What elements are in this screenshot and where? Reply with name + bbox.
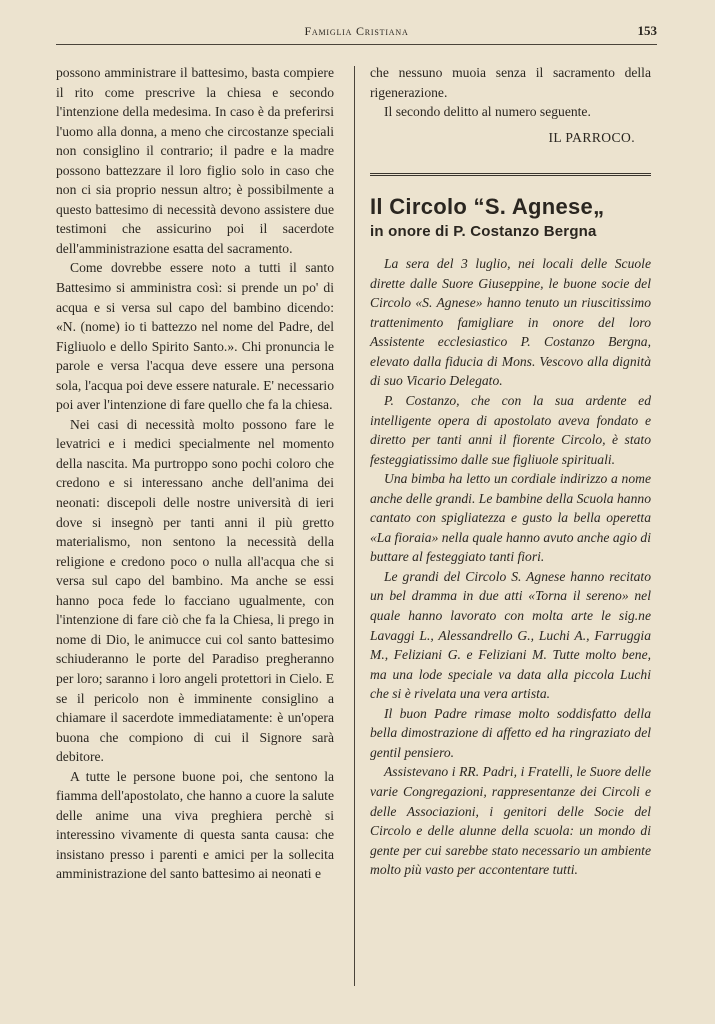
left-paragraph-4: A tutte le persone buone poi, che sentono la fiamma dell'apostolato, che hanno a cuore la salute delle anime una viva preghiera perchè si interessino vivamente di questa santa causa: che insistano presso i parenti e amici per la sollecita amministrazione del santo battesimo ai neonati e	[56, 768, 334, 882]
article-paragraph-6: Assistevano i RR. Padri, i Fratelli, le Suore delle varie Congregazioni, rappresentanze dei Circoli e delle Associazioni, i genitori delle Socie del Circolo e delle alunne della scuola: un mondo di gente per cui sarebbe stato necessario un ambiente molto più vasto per accontentare tutti.	[370, 764, 651, 878]
right-continuation: che nessuno muoia senza il sacramento della rigenerazione.	[370, 65, 651, 100]
left-paragraph-2: Come dovrebbe essere noto a tutti il santo Battesimo si amministra così: si prende un po' di acqua e si versa sul capo del bambino dicendo: «N. (nome) io ti battezzo nel nome del Padre, del Figliuolo e dello Spirito Santo.». Chi pronuncia le parole e versa l'acqua deve essere una persona sola, l'acqua poi deve essere naturale. E' necessario poi aver l'intenzione di fare quello che fa la chiesa.	[56, 260, 334, 413]
article-paragraph-4: Le grandi del Circolo S. Agnese hanno recitato un bel dramma in due atti «Torna il sereno» nel quale hanno lavorato con molta arte le sig.ne Lavaggi L., Alessandrello G., Luchi A., Farruggia M., Feliziani G. e Feliziani M. Tutte molto bene, ma una lode speciale va data alla piccola Luchi che si è rivelata una vera artista.	[370, 568, 651, 702]
article-title: Il Circolo “S. Agnese„	[370, 194, 605, 220]
article-paragraph-3: Una bimba ha letto un cordiale indirizzo a nome anche delle grandi. Le bambine della Scuola hanno cantato con spigliatezza e gusto la bella operetta «La fioraia» nella quale hanno avuto anche agio di buttare al festeggiato tanti fiori.	[370, 471, 651, 565]
article-subtitle: in onore di P. Costanzo Bergna	[370, 223, 597, 241]
running-header	[56, 20, 657, 45]
column-divider	[354, 66, 355, 986]
left-column	[56, 63, 334, 884]
left-paragraph-1: possono amministrare il battesimo, basta compiere il rito come prescrive la chiesa e secondo l'intenzione della medesima. In caso è da preferirsi l'uomo alla donna, a meno che circostanze speciali non consiglino il contrario; il padre e la madre possono battezzare il loro figlio solo in caso che non ci sia proprio nessun altro; è possibilmente a questo battesimo di necessità devono assistere due testimoni che assicurino poi il sacerdote dell'amministrazione esatta del sacramento.	[56, 65, 334, 256]
article-body	[370, 254, 651, 880]
article-paragraph-2: P. Costanzo, che con la sua ardente ed intelligente opera di apostolato aveva fondato e diretto per tanti anni il fiorente Circolo, è stato festeggiatissimo dalle sue figliuole spirituali.	[370, 393, 651, 467]
left-paragraph-3: Nei casi di necessità molto possono fare le levatrici e i medici specialmente nel momento della nascita. Ma purtroppo sono pochi coloro che credono e si interessano anche dell'anima dei neonati: discepoli delle nostre università di ieri dove si insegnò per tanti anni il più gretto materialismo, non sentono la necessità della religione e credono poco o nulla all'acqua che si versa sul capo del bambino. Ma anche se essi hanno poca fede lo facciano ugualmente, con l'intenzione di fare ciò che fa la Chiesa, li prego in nome di Dio, le animucce cui col santo battesimo schiuderanno le porte del Paradiso pregheranno per loro; saranno i loro angeli protettori in Cielo. E se il pericolo non è imminente consiglino a chiamare il sacerdote immediatamente: è un'opera buona che compiono di cui il Signore sarà debitore.	[56, 416, 334, 765]
page-number: 153	[637, 23, 657, 38]
article-paragraph-5: Il buon Padre rimase molto soddisfatto della bella dimostrazione di affetto ed ha ringraziato del gentil pensiero.	[370, 705, 651, 760]
article-paragraph-1: La sera del 3 luglio, nei locali delle Scuole dirette dalle Suore Giuseppine, le buone socie del Circolo «S. Agnese» hanno tenuto un riuscitissimo trattenimento famigliare in onore del loro Assistente ecclesiastico P. Costanzo Bergna, elevato dalla fiducia di Mons. Vescovo alla dignità di suo Vicario Delegato.	[370, 256, 651, 389]
signature: IL PARROCO.	[548, 129, 635, 145]
continuation-note: Il secondo delitto al numero seguente.	[384, 104, 591, 120]
running-title: Famiglia Cristiana	[304, 24, 409, 38]
section-divider	[370, 173, 651, 176]
right-column	[370, 63, 651, 880]
